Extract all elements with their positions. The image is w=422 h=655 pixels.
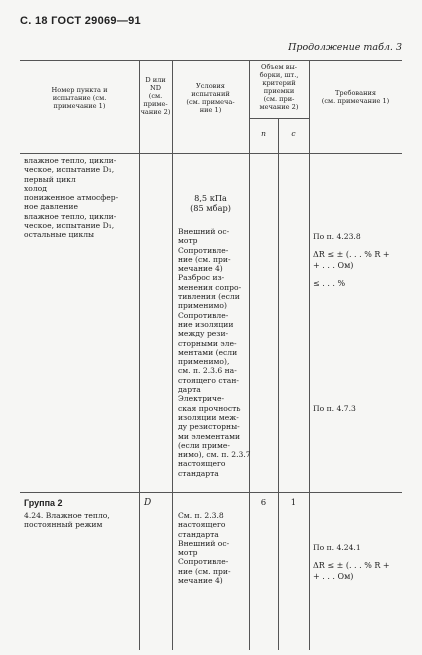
group-2-n-value: 6 bbox=[260, 498, 267, 508]
header-c: c bbox=[291, 129, 296, 138]
group-2-dnd: D bbox=[144, 498, 152, 508]
header-bottom-rule bbox=[20, 153, 402, 154]
header-d-nd: D или ND (см. приме- чание 2) bbox=[140, 76, 171, 116]
page-number-header: С. 18 ГОСТ 29069—91 bbox=[20, 15, 141, 27]
requirement-visual-inspection: По п. 4.23.8 bbox=[313, 232, 361, 241]
group-2-conditions: См. п. 2.3.8 настоящего стандарта Внешний ос- мотр Сопротивле- ние (см. при- мечание 4) bbox=[178, 511, 231, 586]
group-2-test: 4.24. Влажное тепло, постоянный режим bbox=[24, 511, 110, 530]
requirement-resistance-change-cont: + . . . Ом) bbox=[313, 261, 354, 270]
header-test-item: Номер пункта и испытание (см. примечание 1) bbox=[51, 86, 108, 110]
header-test-conditions: Условия испытаний (см. примеча- ние 1) bbox=[186, 82, 235, 114]
header-sample-size: Объем вы- борки, шт., критерий приемки (см. при- мечание 2) bbox=[259, 63, 299, 111]
test-table bbox=[20, 60, 402, 650]
requirement-insulation: По п. 4.7.3 bbox=[313, 404, 356, 413]
header-n: n bbox=[261, 129, 266, 138]
column-rule bbox=[172, 60, 173, 650]
column-rule bbox=[309, 60, 310, 650]
table-top-border bbox=[20, 60, 402, 61]
requirement-resistance-change: ΔR ≤ ± (. . . % R + bbox=[313, 250, 390, 259]
column-rule bbox=[139, 60, 140, 650]
group-2-c-value: 1 bbox=[290, 498, 297, 508]
header-requirements: Требования (см. примечание 1) bbox=[321, 89, 390, 105]
sample-subheader-rule bbox=[249, 118, 309, 119]
group-divider-rule bbox=[20, 492, 402, 493]
pressure-condition: 8,5 кПа (85 мбар) bbox=[190, 193, 231, 213]
group-2-requirement: По п. 4.24.1 bbox=[313, 543, 361, 552]
test-names-list: влажное тепло, цикли- ческое, испытание D₁, первый цикл холод пониженное атмосфер- ное давление влажное тепло, цикли- ческое, испытание D₁, остальные циклы bbox=[24, 156, 119, 240]
group-2-requirement-delta: ΔR ≤ ± (. . . % R + bbox=[313, 561, 390, 570]
column-rule bbox=[278, 118, 279, 650]
group-2-title: Группа 2 bbox=[24, 498, 63, 508]
requirement-variation: ≤ . . . % bbox=[313, 279, 346, 288]
measurement-conditions: Внешний ос- мотр Сопротивле- ние (см. при- мечание 4) Разброс из- менения сопро- тивления (если применимо) Сопротивле- ние изоляции между рези- сторными эле- ментами (если применимо), см. п. 2.3.6 на- стоящего стан- дарта Электриче- ская прочность изоляции меж- ду резисторны- ми элементами (если приме- нимо), см. п. 2.3.7 настоящего стандарта bbox=[178, 227, 251, 478]
column-rule bbox=[249, 60, 250, 650]
group-2-requirement-delta-cont: + . . . Ом) bbox=[313, 572, 354, 581]
table-continuation-caption: Продолжение табл. 3 bbox=[288, 42, 402, 53]
